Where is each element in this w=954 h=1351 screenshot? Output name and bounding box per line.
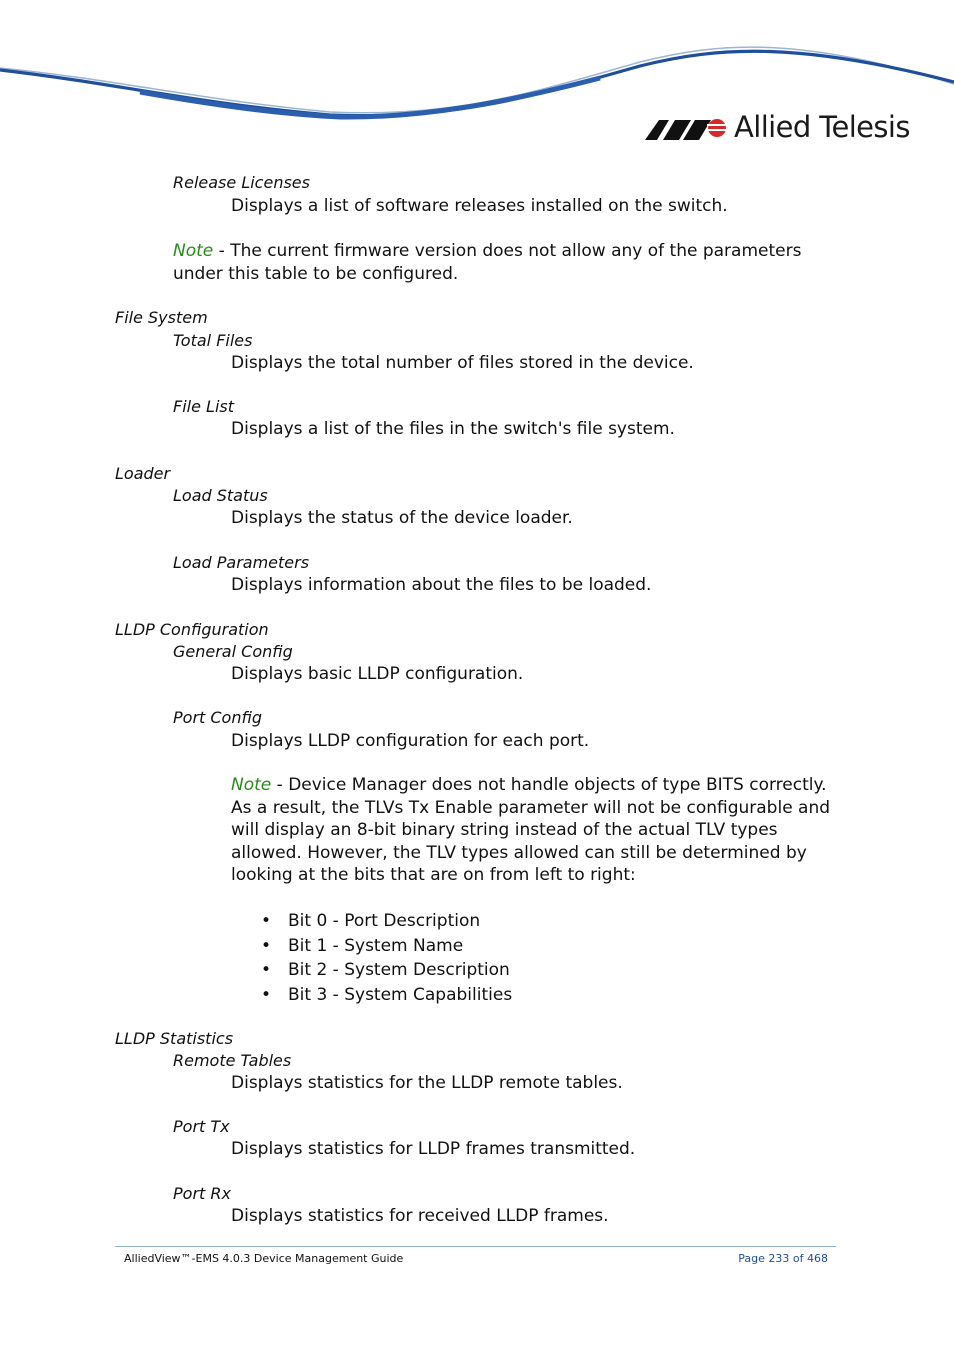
port-config-note [231,774,839,887]
note-label: Note [173,241,214,261]
port-config-title: Port Config [173,708,262,727]
file-list-title: File List [173,397,234,416]
remote-tables-desc: Displays statistics for the LLDP remote tables. [231,1073,623,1093]
release-licenses-desc: Displays a list of software releases installed on the switch. [231,196,728,216]
load-parameters-title: Load Parameters [173,553,310,572]
load-status-desc: Displays the status of the device loader. [231,508,573,528]
note-text: - Device Manager does not handle objects of type BITS correctly. As a result, the TLVs Tx Enable parameter will not be configurable and will display an 8-bit binary string instead of the actual TLV types allowed. However, the TLV types allowed can still be determined by looking at the bits that are on from left to right: [231,775,831,885]
port-config-desc: Displays LLDP configuration for each port. [231,731,590,751]
list-item: • Bit 1 - System Name [261,935,464,956]
bullet-icon: • [261,984,272,1005]
release-licenses-title: Release Licenses [173,173,310,192]
bullet-icon: • [261,911,272,931]
port-rx-title: Port Rx [173,1184,231,1203]
port-tx-title: Port Tx [173,1117,230,1136]
total-files-title: Total Files [173,331,253,350]
tlv-bits-list [258,910,512,1008]
load-status-title: Load Status [173,486,268,505]
logo-text: Allied Telesis [734,110,910,144]
release-licenses-note [173,240,823,285]
note-text: - The current firmware version does not allow any of the parameters under this table to be configured. [173,241,802,284]
general-config-title: General Config [173,642,293,661]
footer-doc-title: AlliedView™-EMS 4.0.3 Device Management Guide [124,1252,404,1265]
bullet-icon: • [261,935,272,956]
list-item: • Bit 2 - System Description [261,960,510,980]
allied-telesis-logo-icon [645,108,735,148]
file-list-desc: Displays a list of the files in the switch's file system. [231,419,675,439]
total-files-desc: Displays the total number of files stored in the device. [231,353,694,373]
bullet-icon: • [261,960,272,980]
note-label: Note [231,775,272,795]
port-tx-desc: Displays statistics for LLDP frames transmitted. [231,1139,636,1159]
footer-page-number: Page 233 of 468 [738,1252,828,1265]
lldp-statistics-title: LLDP Statistics [115,1029,234,1048]
load-parameters-desc: Displays information about the files to be loaded. [231,575,652,595]
lldp-configuration-title: LLDP Configuration [115,620,269,639]
footer-divider [115,1246,836,1247]
list-item: • Bit 0 - Port Description [261,911,481,931]
file-system-title: File System [115,308,208,327]
general-config-desc: Displays basic LLDP configuration. [231,664,524,684]
loader-title: Loader [115,464,171,483]
list-item: • Bit 3 - System Capabilities [261,984,513,1005]
port-rx-desc: Displays statistics for received LLDP frames. [231,1206,609,1226]
remote-tables-title: Remote Tables [173,1051,292,1070]
